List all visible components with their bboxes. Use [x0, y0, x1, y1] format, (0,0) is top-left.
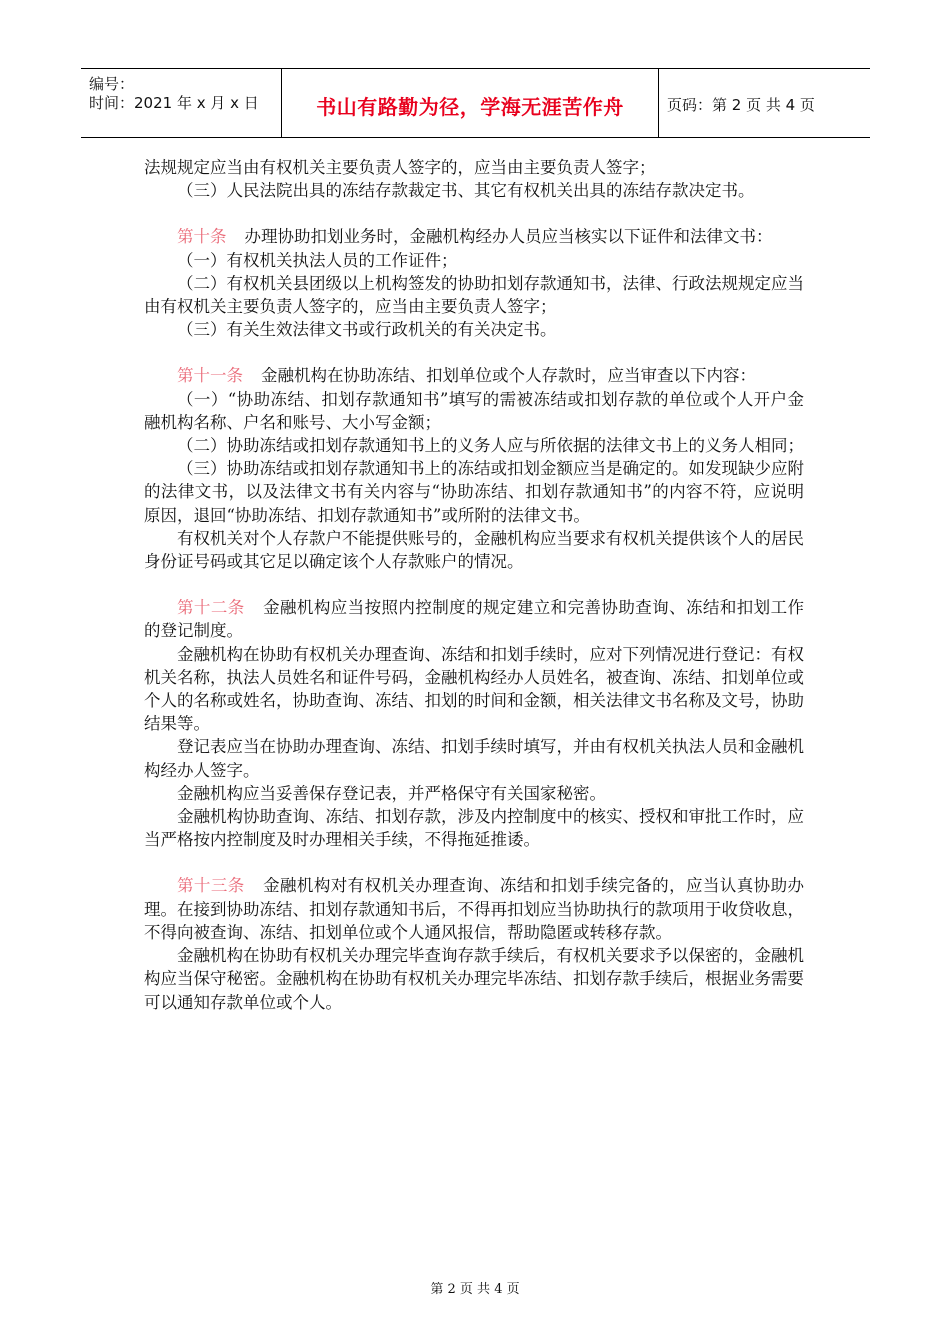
header-meta-cell: [81, 69, 282, 137]
article-text: 金融机构在协助冻结、扣划单位或个人存款时，应当审查以下内容：: [261, 366, 756, 386]
paragraph: （一）有权机关执法人员的工作证件；: [177, 250, 458, 270]
paragraph: （三）协助冻结或扣划存款通知书上的冻结或扣划金额应当是确定的。如发现缺少应附的法律文书，以及法律文书有关内容与“协助冻结、扣划存款通知书”的内容不符，应说明原因，退回“协助冻结、扣划存款通知书”或所附的法律文书。: [144, 459, 804, 525]
paragraph: 登记表应当在协助办理查询、冻结、扣划手续时填写，并由有权机关执法人员和金融机构经办人签字。: [144, 737, 804, 780]
article-text: 金融机构应当按照内控制度的规定建立和完善协助查询、冻结和扣划工作的登记制度。: [144, 598, 805, 641]
article-title: 第十三条: [177, 876, 245, 896]
paragraph: （二）有权机关县团级以上机构签发的协助扣划存款通知书，法律、行政法规规定应当由有权机关主要负责人签字的，应当由主要负责人签字；: [144, 273, 804, 317]
header-motto-cell: [282, 69, 659, 137]
article-title: 第十一条: [177, 366, 243, 386]
article-12: [144, 596, 804, 642]
article-text: 金融机构对有权机关办理查询、冻结和扣划手续完备的，应当认真协助办理。在接到协助冻结、扣划存款通知书后，不得再扣划应当协助执行的款项用于收贷收息，不得向被查询、冻结、扣划单位或个人通风报信，帮助隐匿或转移存款。: [144, 876, 805, 942]
paragraph: 有权机关对个人存款户不能提供账号的，金融机构应当要求有权机关提供该个人的居民身份证号码或其它足以确定该个人存款账户的情况。: [144, 528, 804, 572]
paragraph: 金融机构协助查询、冻结、扣划存款，涉及内控制度中的核实、授权和审批工作时，应当严格按内控制度及时办理相关手续，不得拖延推诿。: [144, 807, 804, 850]
page-footer: 第 2 页 共 4 页: [430, 1282, 520, 1297]
article-title: 第十二条: [177, 598, 245, 618]
article-text: 办理协助扣划业务时，金融机构经办人员应当核实以下证件和法律文书：: [244, 227, 773, 247]
paragraph: 法规规定应当由有权机关主要负责人签字的，应当由主要负责人签字；: [144, 158, 656, 177]
paragraph: （一）“协助冻结、扣划存款通知书”填写的需被冻结或扣划存款的单位或个人开户金融机构名称、户名和账号、大小写金额；: [144, 389, 804, 432]
page-header: [81, 68, 870, 138]
article-10: [144, 225, 804, 248]
paragraph: （三）人民法院出具的冻结存款裁定书、其它有权机关出具的冻结存款决定书。: [177, 181, 755, 201]
document-time-label: 时间：2021 年 x 月 x 日: [89, 94, 259, 112]
document-number-label: 编号：: [89, 75, 135, 93]
header-page-cell: [659, 69, 870, 137]
paragraph: 金融机构在协助有权机关办理查询、冻结和扣划手续时，应对下列情况进行登记：有权机关名称，执法人员姓名和证件号码，金融机构经办人员姓名，被查询、冻结、扣划单位或个人的名称或姓名，协助查询、冻结、扣划的时间和金额，相关法律文书名称及文号，协助结果等。: [144, 644, 804, 734]
header-page-number: 页码：第 2 页 共 4 页: [667, 96, 815, 114]
header-motto: 书山有路勤为径，学海无涯苦作舟: [316, 95, 624, 119]
paragraph: （三）有关生效法律文书或行政机关的有关决定书。: [177, 320, 557, 340]
article-13: [144, 874, 804, 944]
document-body: [144, 156, 804, 1014]
paragraph: 金融机构应当妥善保存登记表，并严格保守有关国家秘密。: [177, 783, 606, 803]
paragraph: 金融机构在协助有权机关办理完毕查询存款手续后，有权机关要求予以保密的，金融机构应当保守秘密。金融机构在协助有权机关办理完毕冻结、扣划存款手续后，根据业务需要可以通知存款单位或个人。: [144, 946, 804, 1012]
article-title: 第十条: [177, 227, 227, 247]
article-11: [144, 364, 804, 387]
paragraph: （二）协助冻结或扣划存款通知书上的义务人应与所依据的法律文书上的义务人相同；: [177, 436, 804, 456]
